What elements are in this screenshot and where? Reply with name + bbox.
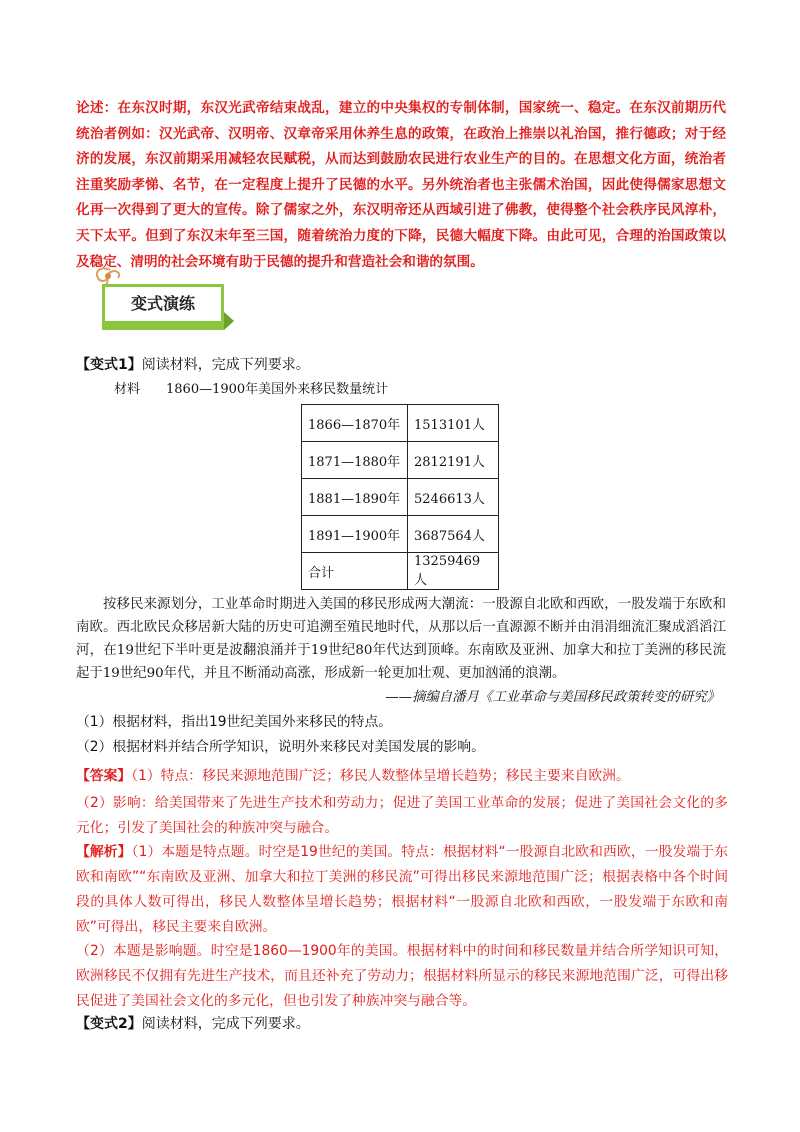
table-row [302, 405, 499, 442]
material-text: 按移民来源划分，工业革命时期进入美国的移民形成两大潮流：一股源自北欧和西欧，一股发端于东欧和南欧。西北欧民众移居新大陆的历史可追溯至殖民地时代，从那以后一直源源不断并由涓涓细流汇聚成滔滔江河，在19世纪下半叶更是波翻浪涌并于19世纪80年代达到顶峰。东南欧及亚洲、加拿大和拉丁美洲的移民流起于19世纪90年代，并且不断涌动高涨，形成新一轮更加壮观、更加汹涌的浪潮。 [76, 597, 726, 681]
variant2-title-prefix: 【变式 [76, 1016, 118, 1032]
table-row [302, 442, 499, 479]
variant2-title-suffix: 】 [127, 1016, 142, 1032]
variant1-title-suffix: 】 [127, 357, 142, 373]
table-cell-period: 合计 [302, 553, 408, 590]
intro-paragraph: 论述：在东汉时期，东汉光武帝结束战乱，建立的中央集权的专制体制，国家统一、稳定。在东汉前期历代统治者例如：汉光武帝、汉明帝、汉章帝采用休养生息的政策，在政治上推崇以礼治国，推行德政；对于经济的发展，东汉前期采用减轻农民赋税，从而达到鼓励农民进行农业生产的目的。在思想文化方面，统治者注重奖励孝悌、名节，在一定程度上提升了民德的水平。另外统治者也主张儒术治国，因此使得儒家思想文化再一次得到了更大的宣传。除了儒家之外，东汉明帝还从西域引进了佛教，使得整个社会秩序民风淳朴，天下太平。但到了东汉末年至三国，随着统治力度的下降，民德大幅度下降。由此可见，合理的治国政策以及稳定、清明的社会环境有助于民德的提升和营造社会和谐的氛围。 [76, 100, 726, 270]
answer-1 [76, 764, 728, 789]
answer-label: 【答案】 [76, 768, 132, 784]
answer-1-text: （1）特点：移民来源地范围广泛；移民人数整体呈增长趋势；移民主要来自欧洲。 [131, 768, 630, 784]
answer-2: （2）影响：给美国带来了先进生产技术和劳动力；促进了美国工业革命的发展；促进了美国社会文化的多元化；引发了美国社会的种族冲突与融合。 [76, 795, 728, 836]
table-cell-count: 13259469人 [408, 553, 499, 590]
table-cell-count: 1513101人 [408, 405, 499, 442]
question-1: （1）根据材料，指出19世纪美国外来移民的特点。 [76, 714, 393, 730]
question-2: （2）根据材料并结合所学知识，说明外来移民对美国发展的影响。 [76, 739, 485, 755]
material-source: ——摘编自潘月《工业革命与美国移民政策转变的研究》 [385, 690, 720, 705]
variant1-instruction: 阅读材料，完成下列要求。 [141, 357, 310, 373]
variant1-title-num: 1 [118, 357, 128, 373]
table-cell-count: 2812191人 [408, 442, 499, 479]
immigration-table [301, 404, 499, 590]
analysis-1 [76, 840, 728, 940]
analysis-1-text: （1）本题是特点题。时空是19世纪的美国。特点：根据材料“一股源自北欧和西欧，一股发端于东欧和南欧”“东南欧及亚洲、加拿大和拉丁美洲的移民流”可得出移民来源地范围广泛；根据表格中各个时间段的具体人数可得出，移民人数整体呈增长趋势；根据材料“一股源自北欧和西欧，一股发端于东欧和南欧”可得出，移民主要来自欧洲。 [76, 844, 728, 935]
banner-fold [224, 312, 234, 330]
variant2-title-num: 2 [118, 1016, 128, 1032]
table-cell-period: 1881—1890年 [302, 479, 408, 516]
banner-box [102, 284, 224, 324]
variant1-title [76, 354, 310, 374]
variant2-title [76, 1013, 310, 1033]
section-banner [86, 266, 246, 346]
material-caption: 材料 1860—1900年美国外来移民数量统计 [114, 382, 389, 397]
variant1-title-prefix: 【变式 [76, 357, 118, 373]
table-cell-period: 1871—1880年 [302, 442, 408, 479]
variant2-instruction: 阅读材料，完成下列要求。 [141, 1016, 310, 1032]
analysis-2: （2）本题是影响题。时空是1860—1900年的美国。根据材料中的时间和移民数量并结合所学知识可知，欧洲移民不仅拥有先进生产技术，而且还补充了劳动力；根据材料所显示的移民来源地范围广泛，可得出移民促进了美国社会文化的多元化，但也引发了种族冲突与融合等。 [76, 943, 728, 1009]
table-row [302, 479, 499, 516]
table-cell-count: 5246613人 [408, 479, 499, 516]
table-row [302, 516, 499, 553]
table-cell-period: 1891—1900年 [302, 516, 408, 553]
table-row [302, 553, 499, 590]
analysis-label: 【解析】 [76, 844, 132, 860]
banner-title: 变式演练 [130, 294, 195, 313]
table-cell-period: 1866—1870年 [302, 405, 408, 442]
table-cell-count: 3687564人 [408, 516, 499, 553]
